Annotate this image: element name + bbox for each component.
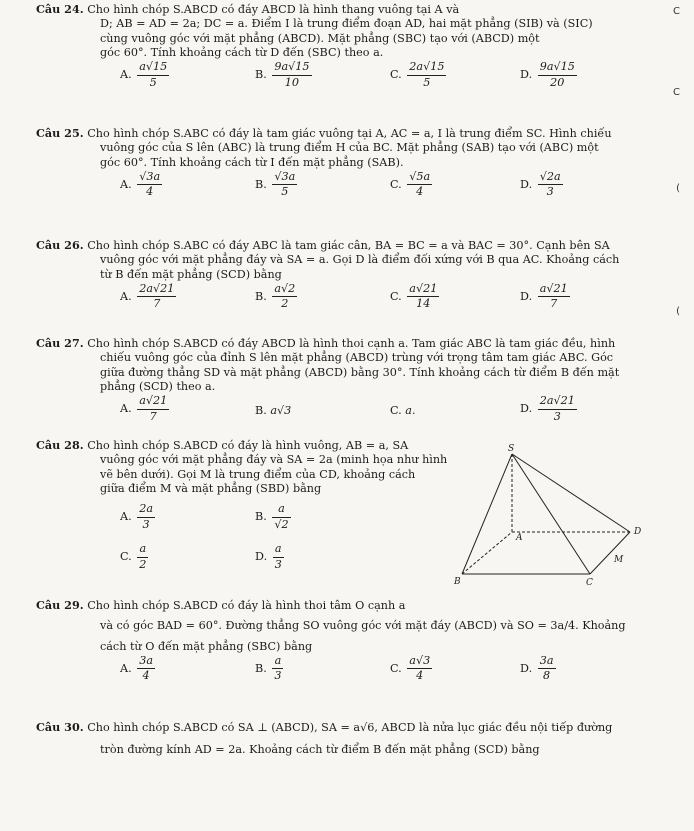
question-number: Câu 29. (36, 598, 84, 612)
label-a: A (516, 533, 523, 543)
question-text: Cho hình chóp S.ABC có đáy là tam giác vuông tại A, AC = a, I là trung điểm SC. Hình chiếu (87, 127, 612, 140)
question-text: giữa đường thẳng SD và mặt phẳng (ABCD) bằng 30°. Tính khoảng cách từ điểm B đến mặt (100, 365, 620, 379)
question-text: vuông góc với mặt phẳng đáy và SA = a. Gọi D là điểm đối xứng với B qua AC. Khoảng cách (100, 253, 620, 267)
answer-options (100, 542, 456, 582)
question-26 (36, 238, 666, 320)
question-text: vẽ bên dưới). Gọi M là trung điểm của CD, khoảng cách (100, 467, 416, 481)
question-text: giữa điểm M và mặt phẳng (SBD) bằng (100, 481, 322, 495)
edge-cd (590, 532, 630, 574)
option-b[interactable]: B. $\frac{a}{3}$ (255, 653, 282, 683)
question-29 (36, 598, 666, 692)
question-text: từ B đến mặt phẳng (SCD) bằng (100, 267, 282, 281)
option-d[interactable]: D. $\frac{3a}{8}$ (520, 653, 554, 683)
option-d[interactable]: D. $\frac{a}{3}$ (255, 542, 282, 571)
answer-options (100, 394, 666, 432)
option-a[interactable]: A. $\frac{√3a}{4}$ (120, 169, 161, 199)
question-text: chiếu vuông góc của đỉnh S lên mặt phẳng (ABCD) trùng với trọng tâm tam giác ABC. Góc (100, 351, 614, 365)
option-c[interactable]: C. $\frac{a√3}{4}$ (390, 653, 431, 683)
answer-options (100, 282, 666, 320)
option-b[interactable]: B. $\frac{√3a}{5}$ (255, 169, 296, 199)
option-a[interactable]: A. $\frac{2a}{3}$ (120, 502, 153, 531)
question-number: Câu 27. (36, 336, 84, 350)
option-d[interactable]: D. $\frac{2a√21}{3}$ (520, 394, 575, 423)
question-text: tròn đường kính AD = 2a. Khoảng cách từ điểm B đến mặt phẳng (SCD) bằng (100, 743, 540, 757)
question-28 (36, 438, 456, 582)
option-b[interactable]: B. $\frac{a}{√2}$ (255, 502, 289, 531)
answer-options (100, 654, 666, 692)
option-b[interactable]: B. $\frac{a√2}{2}$ (255, 281, 296, 311)
question-number: Câu 25. (36, 126, 84, 140)
option-c[interactable]: C. $\frac{√5a}{4}$ (390, 169, 431, 199)
option-c[interactable]: C. $\frac{a√21}{14}$ (390, 281, 438, 311)
option-d[interactable]: D. $\frac{a√21}{7}$ (520, 281, 568, 311)
question-text: vuông góc của S lên (ABC) là trung điểm H của BC. Mặt phẳng (SAB) tạo với (ABC) một (100, 141, 599, 155)
option-a[interactable]: A. $\frac{2a√21}{7}$ (120, 281, 175, 311)
option-a[interactable]: A. $\frac{3a}{4}$ (120, 653, 153, 683)
label-d: D (634, 527, 642, 537)
option-c[interactable]: C. $\frac{a}{2}$ (120, 542, 147, 571)
question-24 (36, 2, 666, 98)
question-text: Cho hình chóp S.ABCD có đáy là hình vuông, AB = a, SA (87, 439, 409, 452)
edge-sd (512, 454, 630, 532)
question-number: Câu 30. (36, 720, 84, 734)
margin-mark: C (673, 87, 680, 98)
question-25 (36, 126, 666, 208)
option-a[interactable]: A. $\frac{a√15}{5}$ (120, 60, 168, 89)
answer-options (100, 60, 666, 98)
question-text: Cho hình chóp S.ABCD có SA ⊥ (ABCD), SA = a√6, ABCD là nửa lục giác đều nội tiếp đường (87, 721, 613, 734)
question-number: Câu 28. (36, 438, 84, 452)
question-text: góc 60°. Tính khoảng cách từ I đến mặt phẳng (SAB). (100, 155, 404, 169)
option-a[interactable]: A. $\frac{a√21}{7}$ (120, 394, 168, 423)
margin-mark: C (673, 6, 680, 17)
label-c: C (586, 578, 593, 588)
answer-options (100, 502, 456, 542)
margin-mark: ( (676, 306, 680, 317)
question-number: Câu 24. (36, 2, 84, 16)
question-text: góc 60°. Tính khoảng cách từ D đến (SBC) theo a. (100, 45, 384, 59)
edge-sb (462, 454, 512, 574)
question-number: Câu 26. (36, 238, 84, 252)
question-text: Cho hình chóp S.ABC có đáy ABC là tam giác cân, BA = BC = a và BAC = 30°. Cạnh bên SA (87, 239, 610, 252)
question-text: cách từ O đến mặt phẳng (SBC) bằng (100, 639, 313, 653)
option-d[interactable]: D. $\frac{9a√15}{20}$ (520, 60, 575, 89)
question-27 (36, 336, 666, 432)
margin-mark: ( (676, 183, 680, 194)
label-b: B (454, 577, 461, 587)
option-b[interactable]: B. a√3 (255, 404, 292, 418)
question-text: Cho hình chóp S.ABCD có đáy ABCD là hình thoi cạnh a. Tam giác ABC là tam giác đều, hình (87, 337, 616, 350)
option-d[interactable]: D. $\frac{√2a}{3}$ (520, 169, 561, 199)
label-m: M (614, 555, 624, 565)
question-30 (36, 720, 666, 758)
edge-ab (462, 532, 512, 574)
answer-options (100, 170, 666, 208)
question-text: D; AB = AD = 2a; DC = a. Điểm I là trung điểm đoạn AD, hai mặt phẳng (SIB) và (SIC) (100, 17, 593, 31)
option-c[interactable]: C. a. (390, 404, 416, 418)
question-text: phẳng (SCD) theo a. (100, 379, 216, 393)
pyramid-figure (450, 442, 650, 592)
label-s: S (508, 444, 515, 454)
question-text: và có góc BAD = 60°. Đường thẳng SO vuông góc với mặt đáy (ABCD) và SO = 3a/4. Khoảng (100, 619, 626, 633)
question-text: cùng vuông góc với mặt phẳng (ABCD). Mặt phẳng (SBC) tạo với (ABCD) một (100, 31, 540, 45)
question-text: Cho hình chóp S.ABCD có đáy ABCD là hình thang vuông tại A và (87, 3, 460, 16)
question-text: vuông góc với mặt phẳng đáy và SA = 2a (minh họa như hình (100, 453, 448, 467)
option-b[interactable]: B. $\frac{9a√15}{10}$ (255, 60, 310, 89)
option-c[interactable]: C. $\frac{2a√15}{5}$ (390, 60, 445, 89)
edge-sc (512, 454, 590, 574)
question-text: Cho hình chóp S.ABCD có đáy là hình thoi tâm O cạnh a (87, 599, 406, 612)
